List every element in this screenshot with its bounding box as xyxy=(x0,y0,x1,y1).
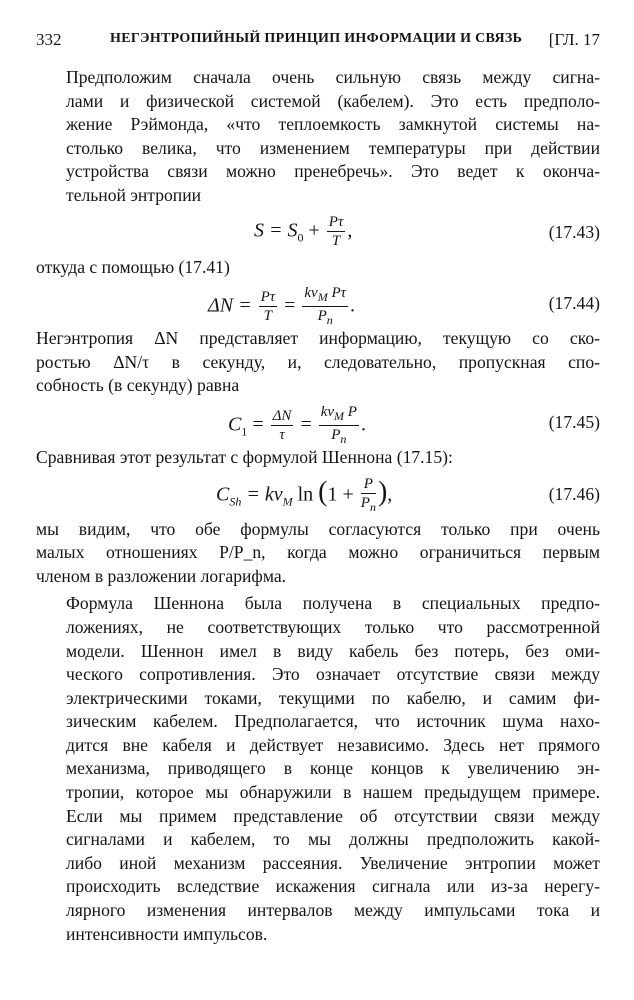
text-line: ростью ΔN/τ в секунду, и, следовательно, пропускная спо- xyxy=(36,351,600,372)
text-line: ложениях, не соответствующих только что рассмотренной xyxy=(66,616,600,637)
text-line: малых отношениях P/P_n, когда можно ограничиться первым xyxy=(36,542,600,563)
text-line: Негэнтропия ΔN представляет информацию, текущую со ско- xyxy=(36,328,600,349)
text-line: зическим кабелем. Предполагается, что источник шума нахо- xyxy=(66,711,600,732)
text-line: происходить вследствие искажения сигнала или из-за нерегу- xyxy=(66,876,600,897)
paragraph-5 xyxy=(36,518,600,589)
page-number: 332 xyxy=(36,30,62,49)
text-line: либо иной механизм рассеяния. Увеличение энтропии может xyxy=(66,852,600,873)
text-line: устройства связи можно пренебречь». Это ведет к оконча- xyxy=(66,161,600,182)
equation-17-45 xyxy=(36,398,600,446)
text-line: откуда с помощью (17.41) xyxy=(36,256,230,277)
text-line: интенсивности импульсов. xyxy=(66,923,268,944)
equation-17-46 xyxy=(36,470,600,518)
text-line: столько велика, что изменением температуры при действии xyxy=(66,137,600,158)
formula: ΔN = $\frac{P\tau}{T}$ = $k\nu_M$ Pτ $P_n$ . xyxy=(208,285,355,328)
text-line: лами и физической системой (кабелем). Это есть предполо- xyxy=(66,90,600,111)
text-line: электрическими токами, текущими по кабелю, и самим фи- xyxy=(66,687,600,708)
text-line: модели. Шеннон имел в виду кабель без потерь, без оми- xyxy=(66,640,600,661)
formula: $S = S_0$ + $\frac{P\tau}{T}$ , xyxy=(254,213,353,249)
text-line: Предположим сначала очень сильную связь между сигна- xyxy=(66,67,600,87)
paragraph-4 xyxy=(36,446,600,470)
book-page xyxy=(36,30,600,946)
paragraph-1 xyxy=(36,66,600,208)
equation-number: (17.44) xyxy=(548,293,600,314)
paragraph-3 xyxy=(36,327,600,398)
text-line: Сравнивая этот результат с формулой Шеннона (17.15): xyxy=(36,446,453,467)
text-line: механизма, приводящего в конце концов к увеличению эн- xyxy=(66,758,600,779)
formula: $C_{Sh} = k\nu_M$ ln (1 + $\frac{P}{P_n}$ ), xyxy=(216,475,393,514)
text-line: ческого сопротивления. Это означает отсутствие связи между xyxy=(66,664,600,685)
text-line: жение Рэймонда, «что теплоемкость замкнутой системы на- xyxy=(66,114,600,135)
text-line: дится вне кабеля и действует независимо. Здесь нет прямого xyxy=(66,734,600,755)
text-line: мы видим, что обе формулы согласуются только при очень xyxy=(36,518,600,539)
equation-number: (17.45) xyxy=(548,411,600,432)
text-line: собность (в секунду) равна xyxy=(36,375,240,396)
chapter-marker: [ГЛ. 17 xyxy=(548,30,600,49)
text-line: тропии, которое мы обнаружили в нашем предыдущем примере. xyxy=(66,782,600,803)
paragraph-6 xyxy=(36,592,600,946)
text-line: сигналами и кабелем, то мы должны предположить какой- xyxy=(66,829,600,850)
formula: $C_1$ = $\frac{\Delta N}{\tau}$ = $k\nu_M$ P $P_n$ . xyxy=(228,403,366,446)
equation-17-44 xyxy=(36,279,600,327)
text-line: Формула Шеннона была получена в специальных предпо- xyxy=(66,593,600,614)
text-line: Если мы примем представление об отсутствии связи между xyxy=(66,805,600,826)
equation-17-43 xyxy=(36,208,600,256)
equation-number: (17.46) xyxy=(548,483,600,504)
text-line: тельной энтропии xyxy=(66,184,202,205)
paragraph-2 xyxy=(36,256,600,280)
running-title: НЕГЭНТРОПИЙНЫЙ ПРИНЦИП ИНФОРМАЦИИ И СВЯЗЬ xyxy=(110,31,523,46)
text-line: лярного изменения интервалов между импульсами тока и xyxy=(66,900,600,921)
text-line: членом в разложении логарифма. xyxy=(36,565,287,586)
equation-number: (17.43) xyxy=(548,221,600,242)
running-header xyxy=(36,30,600,54)
